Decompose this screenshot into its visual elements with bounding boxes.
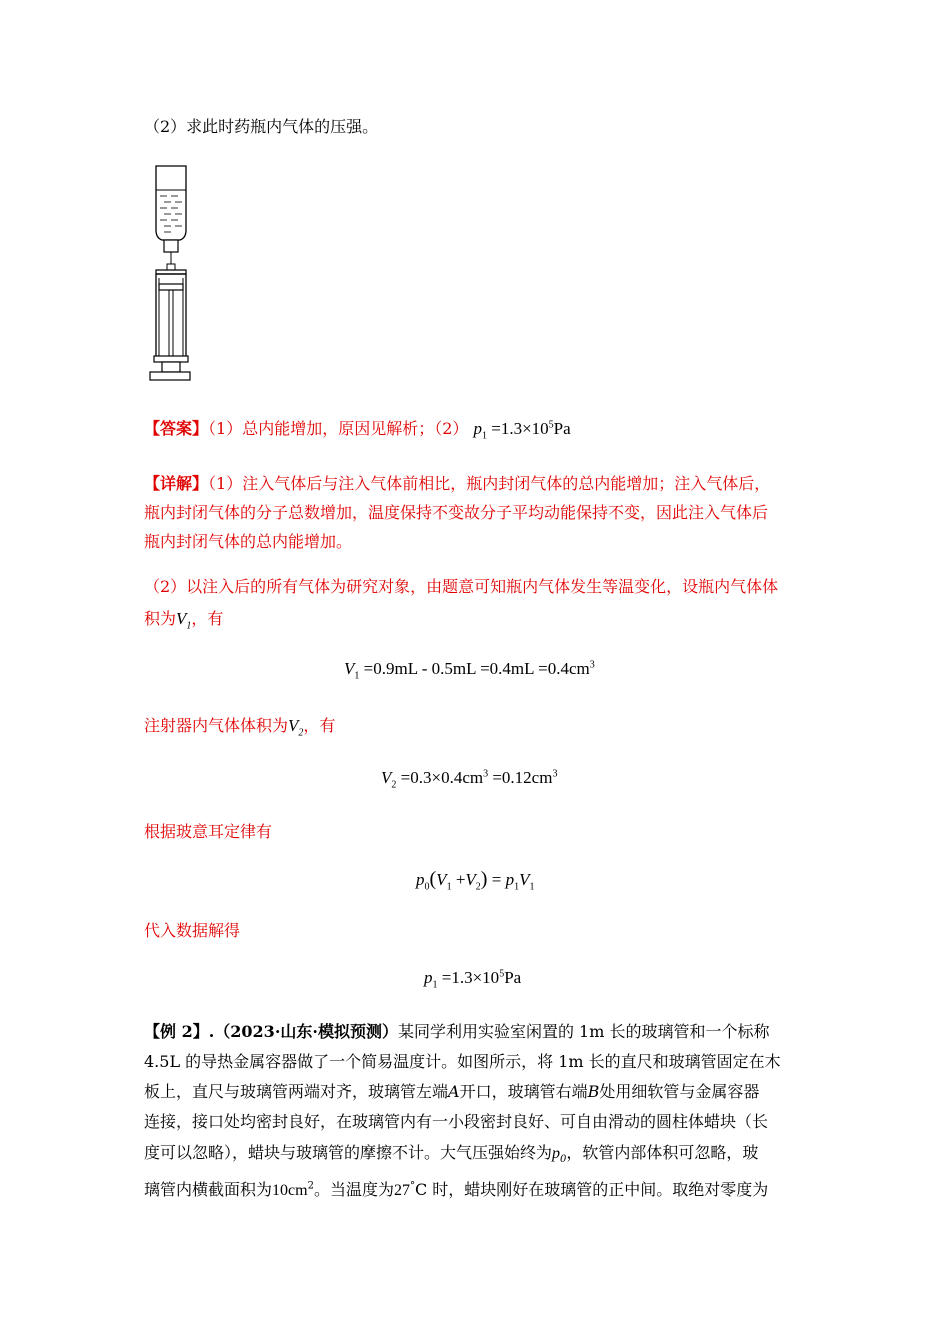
detail-line-4: （2）以注入后的所有气体为研究对象，由题意可知瓶内气体发生等温变化，设瓶内气体体 [144,577,779,596]
example-2-line-6: 璃管内横截面积为$10cm^2$。当温度为27°C 时，蜡块刚好在玻璃管的正中间。取绝对零度为 [144,1180,769,1199]
detail-line-8: 代入数据解得 [144,921,241,940]
equation-v2: $V_2 =0.3\times 0.4cm^3 =0.12cm^3$ [381,768,558,791]
example-2-line-4: 连接，接口处均密封良好，在玻璃管内有一小段密封良好、可自由滑动的圆柱体蜡块（长 [144,1112,769,1131]
example-2-line-1: 【例 2】.（2023·山东·模拟预测）某同学利用实验室闲置的 1m 长的玻璃管和一个标称 [144,1022,770,1041]
equation-v1: $V_1 =0.9mL - 0.5mL =0.4mL =0.4cm^3$ [344,659,595,682]
v1-symbol: $V_1$ [176,609,192,632]
detail-tag: 【详解】 [144,474,209,493]
answer-equation: $p_1 =1.3\times 10^5Pa$ [473,419,571,442]
detail-line-1: 【详解】（1）注入气体后与注入气体前相比，瓶内封闭气体的总内能增加；注入气体后， [144,474,771,493]
answer-text: （1）总内能增加，原因见解析；（2） [208,419,469,438]
answer-tag: 【答案】 [144,419,209,438]
detail-line-5: 积为$V_1$，有 [144,609,224,632]
detail-line-3: 瓶内封闭气体的总内能增加。 [144,532,353,551]
answer-line [144,419,571,442]
example-2-line-2: 4.5L 的导热金属容器做了一个简易温度计。如图所示，将 1m 长的直尺和玻璃管固定在木 [144,1052,781,1071]
example-source: （2023·山东·模拟预测） [214,1022,398,1041]
detail-line-2: 瓶内封闭气体的分子总数增加，温度保持不变故分子平均动能保持不变，因此注入气体后 [144,503,769,522]
equation-result: $p_1 =1.3\times 10^5Pa$ [424,968,522,991]
example-2-line-3: 板上，直尺与玻璃管两端对齐，玻璃管左端A开口，玻璃管右端B处用细软管与金属容器 [144,1082,760,1101]
detail-line-7: 根据玻意耳定律有 [144,822,273,841]
example-2-line-5: 度可以忽略），蜡块与玻璃管的摩擦不计。大气压强始终为$p_0$，软管内部体积可忽略，玻 [144,1143,759,1166]
bottle-syringe-figure [140,160,210,385]
equation-boyle: $p_0(V_1 +V_2) = p_1V_1$ [416,868,535,893]
question-part-2: （2）求此时药瓶内气体的压强。 [144,117,379,136]
detail-line-6: 注射器内气体体积为$V_2$，有 [144,716,336,739]
example-tag: 【例 2】. [144,1022,215,1041]
v2-symbol: $V_2$ [288,716,304,739]
